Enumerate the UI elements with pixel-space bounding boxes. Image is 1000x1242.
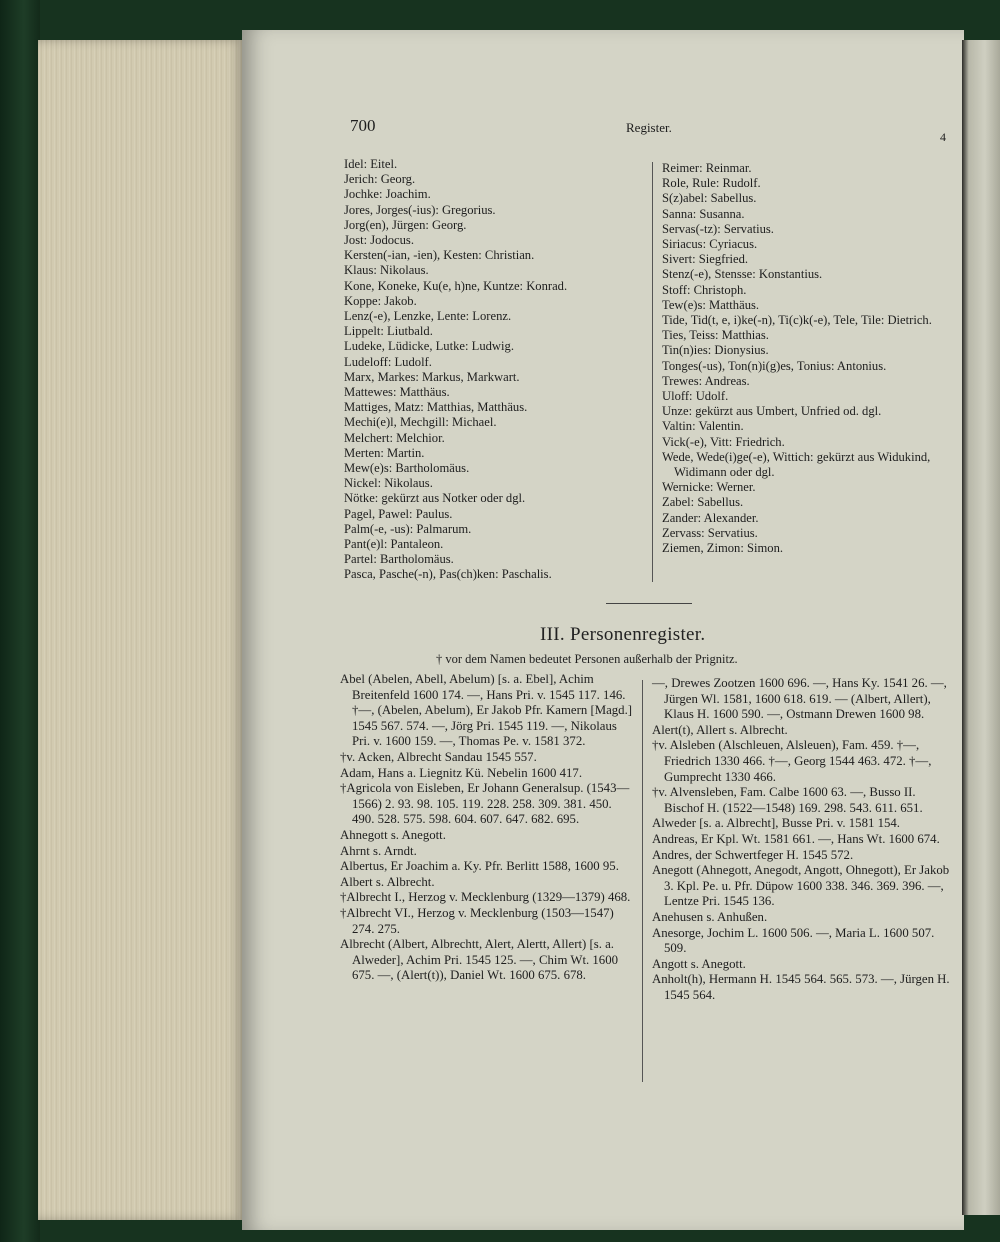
list-item: †Albrecht I., Herzog v. Mecklenburg (1329—1379) 468.: [340, 890, 631, 905]
list-item: Sivert: Siegfried.: [662, 252, 749, 267]
list-item: Adam, Hans a. Liegnitz Kü. Nebelin 1600 417.: [340, 765, 583, 780]
column-divider: [652, 162, 653, 582]
list-item: †Agricola von Eisleben, Er Johann Generalsup. (1543—1566) 2. 93. 98. 105. 119. 228. 258. 309. 381. 450. 490. 528. 575. 598. 604. 607. 647. 682. 695.: [340, 781, 630, 827]
list-item: Unze: gekürzt aus Umbert, Unfried od. dgl.: [662, 404, 882, 419]
list-item: †Albrecht VI., Herzog v. Mecklenburg (1503—1547) 274. 275.: [340, 905, 614, 936]
list-item: Albertus, Er Joachim a. Ky. Pfr. Berlitt 1588, 1600 95.: [340, 859, 619, 874]
list-item: Kersten(-ian, -ien), Kesten: Christian.: [344, 248, 535, 263]
list-item: Marx, Markes: Markus, Markwart.: [344, 369, 520, 384]
list-item: Mattiges, Matz: Matthias, Matthäus.: [344, 400, 528, 415]
list-item: Albrecht (Albert, Albrechtt, Alert, Alertt, Allert) [s. a. Alweder], Achim Pri. 1545 125. —, Chim Wt. 1600 675. —, (Alert(t)), Daniel Wt. 1600 675. 678.: [340, 937, 618, 983]
list-item: Lippelt: Liutbald.: [344, 324, 433, 339]
list-item: Andres, der Schwertfeger H. 1545 572.: [652, 847, 854, 862]
list-item: Zabel: Sabellus.: [662, 495, 744, 510]
list-item: Koppe: Jakob.: [344, 293, 417, 308]
list-item: Jochke: Joachim.: [344, 187, 431, 202]
list-item: Siriacus: Cyriacus.: [662, 237, 758, 252]
running-head: Register.: [626, 120, 672, 135]
list-item: Ahnegott s. Anegott.: [340, 827, 446, 842]
list-item: Zervass: Servatius.: [662, 525, 758, 540]
page-header: [350, 116, 960, 142]
list-item: Kone, Koneke, Ku(e, h)ne, Kuntze: Konrad.: [344, 278, 568, 293]
list-item: Palm(-e, -us): Palmarum.: [344, 521, 472, 536]
list-item: Klaus: Nikolaus.: [344, 263, 429, 278]
list-item: Jost: Jodocus.: [344, 233, 414, 248]
list-item: Mechi(e)l, Mechgill: Michael.: [344, 415, 497, 430]
list-item: Servas(-tz): Servatius.: [662, 221, 774, 236]
list-item: Idel: Eitel.: [344, 157, 398, 171]
person-list-right: [652, 676, 952, 1003]
list-item: Pant(e)l: Pantaleon.: [344, 537, 444, 552]
list-item: Andreas, Er Kpl. Wt. 1581 661. —, Hans Wt. 1600 674.: [652, 831, 940, 846]
list-item: Anesorge, Jochim L. 1600 506. —, Maria L. 1600 507. 509.: [652, 925, 935, 956]
list-item: Wede, Wede(i)ge(-e), Wittich: gekürzt aus Widukind, Widimann oder dgl.: [662, 449, 931, 480]
list-item: Sanna: Susanna.: [662, 206, 745, 221]
person-list-left: [340, 672, 635, 984]
list-item: Stoff: Christoph.: [662, 282, 747, 297]
list-item: Angott s. Anegott.: [652, 956, 746, 971]
section-title: III. Personenregister.: [540, 624, 706, 645]
list-item: Ties, Teiss: Matthias.: [662, 328, 769, 343]
list-item: S(z)abel: Sabellus.: [662, 191, 757, 206]
section-subtitle: † vor dem Namen bedeutet Personen außerhalb der Prignitz.: [436, 652, 738, 666]
list-item: Jerich: Georg.: [344, 172, 416, 187]
list-item: Mew(e)s: Bartholomäus.: [344, 461, 470, 476]
list-item: Zander: Alexander.: [662, 510, 759, 525]
list-item: Ahrnt s. Arndt.: [340, 843, 417, 858]
list-item: Vick(-e), Vitt: Friedrich.: [662, 434, 785, 449]
section-divider: [606, 603, 692, 604]
name-list-left: [344, 157, 649, 583]
list-item: Tonges(-us), Ton(n)i(g)es, Tonius: Antonius.: [662, 358, 887, 373]
list-item: Ziemen, Zimon: Simon.: [662, 541, 784, 556]
list-item: Tin(n)ies: Dionysius.: [662, 343, 769, 358]
list-item: †v. Alvensleben, Fam. Calbe 1600 63. —, Busso II. Bischof H. (1522—1548) 169. 298. 543. 611. 651.: [652, 785, 923, 815]
page-number: 700: [350, 116, 376, 135]
list-item: —, Drewes Zootzen 1600 696. —, Hans Ky. 1541 26. —, Jürgen Wl. 1581, 1600 618. 619. — (Albert, Allert), Klaus H. 1600 590. —, Ostmann Drewen 1600 98.: [652, 676, 947, 722]
book-cover-edge: [0, 0, 40, 1242]
list-item: Tide, Tid(t, e, i)ke(-n), Ti(c)k(-e), Tele, Tile: Dietrich.: [662, 313, 932, 328]
column-divider: [642, 680, 643, 1082]
list-item: †v. Acken, Albrecht Sandau 1545 557.: [340, 749, 537, 764]
name-list-right: [662, 161, 957, 556]
facing-page-edge: [962, 40, 1000, 1215]
list-item: Stenz(-e), Stensse: Konstantius.: [662, 267, 823, 282]
list-item: Reimer: Reinmar.: [662, 161, 752, 175]
list-item: Uloff: Udolf.: [662, 389, 729, 404]
list-item: Anholt(h), Hermann H. 1545 564. 565. 573. —, Jürgen H. 1545 564.: [652, 972, 950, 1002]
list-item: Ludeloff: Ludolf.: [344, 354, 432, 369]
list-item: Mattewes: Matthäus.: [344, 385, 450, 400]
list-item: Tew(e)s: Matthäus.: [662, 297, 760, 312]
list-item: Anehusen s. Anhußen.: [652, 909, 768, 924]
list-item: Valtin: Valentin.: [662, 419, 744, 434]
margin-mark: 4: [940, 130, 946, 144]
list-item: Nickel: Nikolaus.: [344, 476, 433, 491]
list-item: Role, Rule: Rudolf.: [662, 176, 761, 191]
list-item: Albert s. Albrecht.: [340, 874, 435, 889]
list-item: Abel (Abelen, Abell, Abelum) [s. a. Ebel], Achim Breitenfeld 1600 174. —, Hans Pri. v. 1545 117. 146. †—, (Abelen, Abelum), Er Jakob Pfr. Kamern [Magd.] 1545 567. 574. —, Jörg Pri. 1545 119. —, Nikolaus Pri. v. 1600 159. —, Thomas Pe. v. 1581 372.: [340, 672, 633, 749]
list-item: Anegott (Ahnegott, Anegodt, Angott, Ohnegott), Er Jakob 3. Kpl. Pe. u. Pfr. Düpow 1600 338. 346. 369. 396. —, Lentze Pri. 1545 136.: [652, 863, 950, 909]
list-item: Nötke: gekürzt aus Notker oder dgl.: [344, 491, 526, 506]
list-item: Pasca, Pasche(-n), Pas(ch)ken: Paschalis.: [344, 567, 552, 582]
list-item: Ludeke, Lüdicke, Lutke: Ludwig.: [344, 339, 514, 354]
page-edges: [38, 40, 243, 1220]
list-item: †v. Alsleben (Alschleuen, Alsleuen), Fam. 459. †—, Friedrich 1330 466. †—, Georg 1544 463. 472. †—, Gumprecht 1330 466.: [652, 738, 932, 784]
list-item: Wernicke: Werner.: [662, 480, 756, 495]
list-item: Jorg(en), Jürgen: Georg.: [344, 217, 467, 232]
list-item: Lenz(-e), Lenzke, Lente: Lorenz.: [344, 309, 512, 324]
list-item: Trewes: Andreas.: [662, 373, 750, 388]
list-item: Alert(t), Allert s. Albrecht.: [652, 722, 788, 737]
list-item: Partel: Bartholomäus.: [344, 552, 454, 567]
list-item: Jores, Jorges(-ius): Gregorius.: [344, 202, 496, 217]
list-item: Merten: Martin.: [344, 445, 425, 460]
list-item: Melchert: Melchior.: [344, 430, 445, 445]
list-item: Alweder [s. a. Albrecht], Busse Pri. v. 1581 154.: [652, 816, 900, 831]
list-item: Pagel, Pawel: Paulus.: [344, 506, 453, 521]
